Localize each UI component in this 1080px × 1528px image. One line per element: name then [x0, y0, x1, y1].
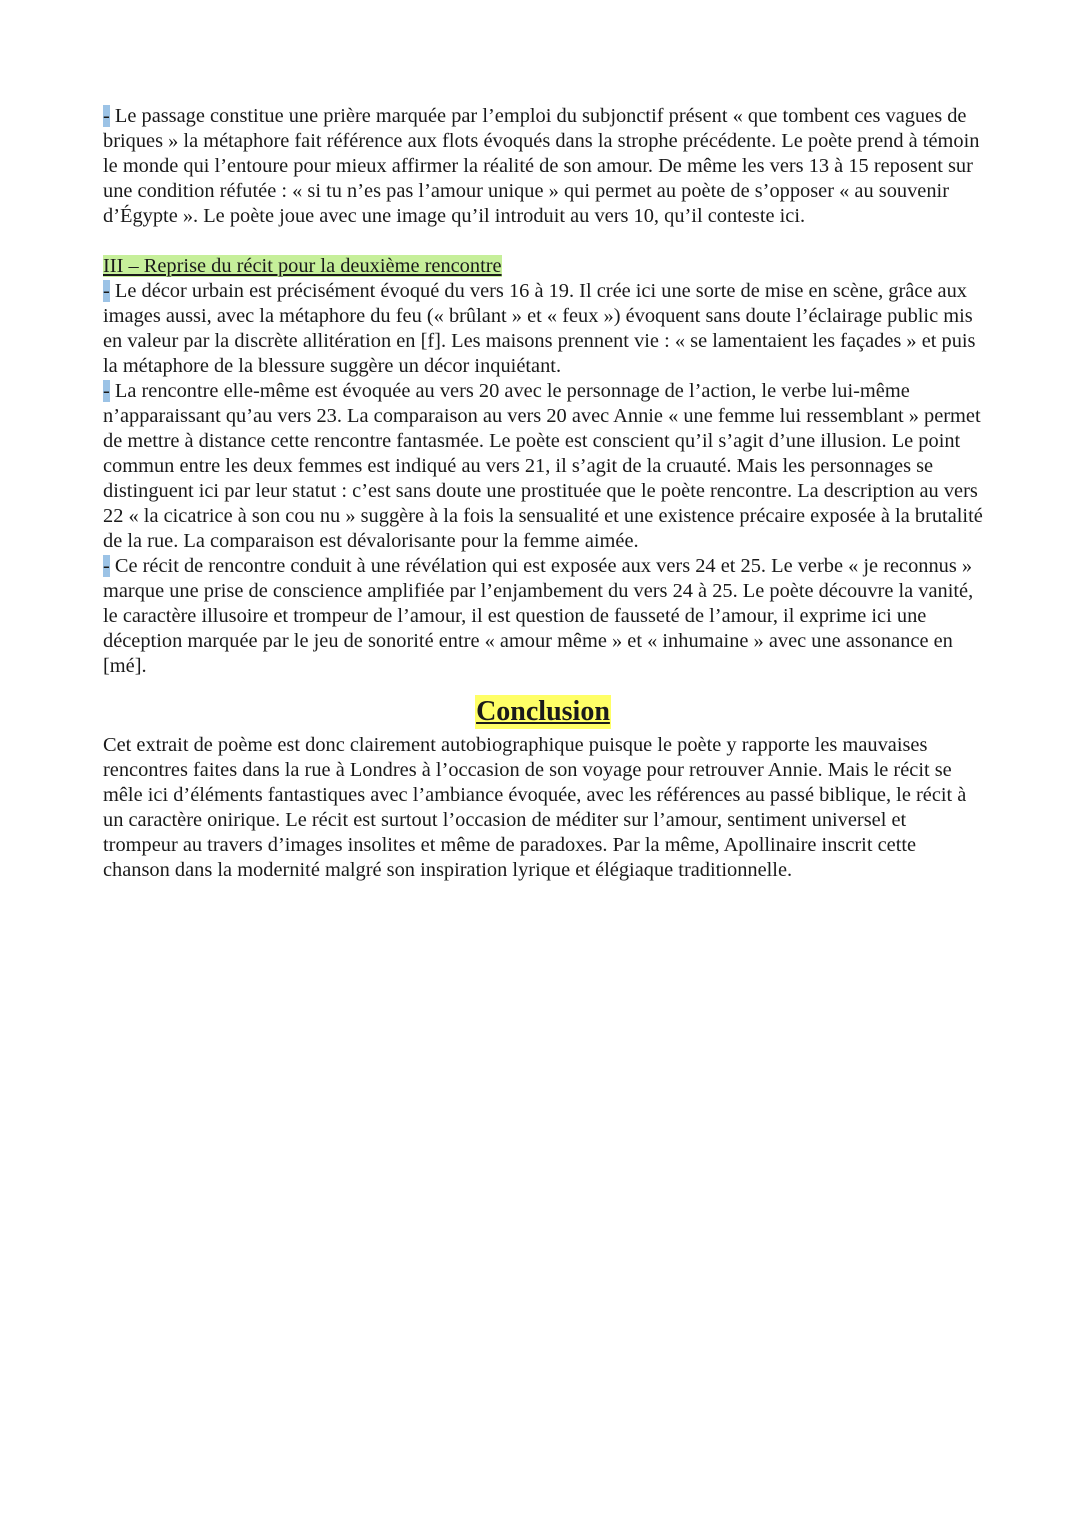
section-heading-row — [103, 254, 983, 279]
paragraph-text: Le passage constitue une prière marquée par l’emploi du subjonctif présent « que tombent ces vagues de briques » la métaphore fait référence aux flots évoqués dans la strophe précédente. Le poète prend à témoin le monde qui l’entoure pour mieux affirmer la réalité de son amour. De même les vers 13 à 15 reposent sur une condition réfutée : « si tu n’es pas l’amour unique » qui permet au poète de s’opposer « au souvenir d’Égypte ». Le poète joue avec une image qu’il introduit au vers 10, qu’il conteste ici. — [103, 105, 980, 227]
section-title-3: III – Reprise du récit pour la deuxième rencontre — [103, 255, 502, 277]
paragraph-text: La rencontre elle-même est évoquée au vers 20 avec le personnage de l’action, le verbe lui-même n’apparaissant qu’au vers 23. La comparaison au vers 20 avec Annie « une femme lui ressemblant » permet de mettre à distance cette rencontre fantasmée. Le poète est conscient qu’il s’agit d’une illusion. Le point commun entre les deux femmes est indiqué au vers 21, il s’agit de la cruauté. Mais les personnages se distinguent ici par leur statut : c’est sans doute une prostituée que le poète rencontre. La description au vers 22 « la cicatrice à son cou nu » suggère à la fois la sensualité et une existence précaire exposée à la brutalité de la rue. La comparaison est dévalorisante pour la femme aimée. — [103, 380, 983, 552]
bullet-dash: - — [103, 280, 110, 302]
conclusion-heading-row — [103, 695, 983, 731]
paragraph-urban-decor — [103, 279, 983, 379]
paragraph-encounter — [103, 379, 983, 554]
conclusion-title: Conclusion — [476, 696, 610, 727]
conclusion-paragraph: Cet extrait de poème est donc clairement autobiographique puisque le poète y rapporte les mauvaises rencontres faites dans la rue à Londres à l’occasion de son voyage pour retrouver Annie. Mais le récit se mêle ici d’éléments fantastiques avec l’ambiance évoquée, avec les références au passé biblique, le récit à un caractère onirique. Le récit est surtout l’occasion de méditer sur l’amour, sentiment universel et trompeur au travers d’images insolites et même de paradoxes. Par la même, Apollinaire inscrit cette chanson dans la modernité malgré son inspiration lyrique et élégiaque traditionnelle. — [103, 734, 967, 881]
paragraph-revelation — [103, 554, 983, 679]
paragraph-text: Le décor urbain est précisément évoqué du vers 16 à 19. Il crée ici une sorte de mise en scène, grâce aux images aussi, avec la métaphore du feu (« brûlant » et « feux ») évoquent sans doute l’éclairage public mis en valeur par la discrète allitération en [f]. Les maisons prennent vie : « se lamentaient les façades » et puis la métaphore de la blessure suggère un décor inquiétant. — [103, 280, 976, 377]
paragraph-text: Ce récit de rencontre conduit à une révélation qui est exposée aux vers 24 et 25. Le verbe « je reconnus » marque une prise de conscience amplifiée par l’enjambement du vers 24 à 25. Le poète découvre la vanité, le caractère illusoire et trompeur de l’amour, il est question de fausseté de l’amour, il exprime ici une déception marquée par le jeu de sonorité entre « amour même » et « inhumaine » avec une assonance en [mé]. — [103, 555, 974, 677]
bullet-dash: - — [103, 555, 110, 577]
bullet-dash: - — [103, 105, 110, 127]
document-page — [103, 104, 983, 883]
bullet-dash: - — [103, 380, 110, 402]
paragraph-prayer — [103, 104, 983, 229]
paragraph-spacer — [103, 229, 983, 254]
